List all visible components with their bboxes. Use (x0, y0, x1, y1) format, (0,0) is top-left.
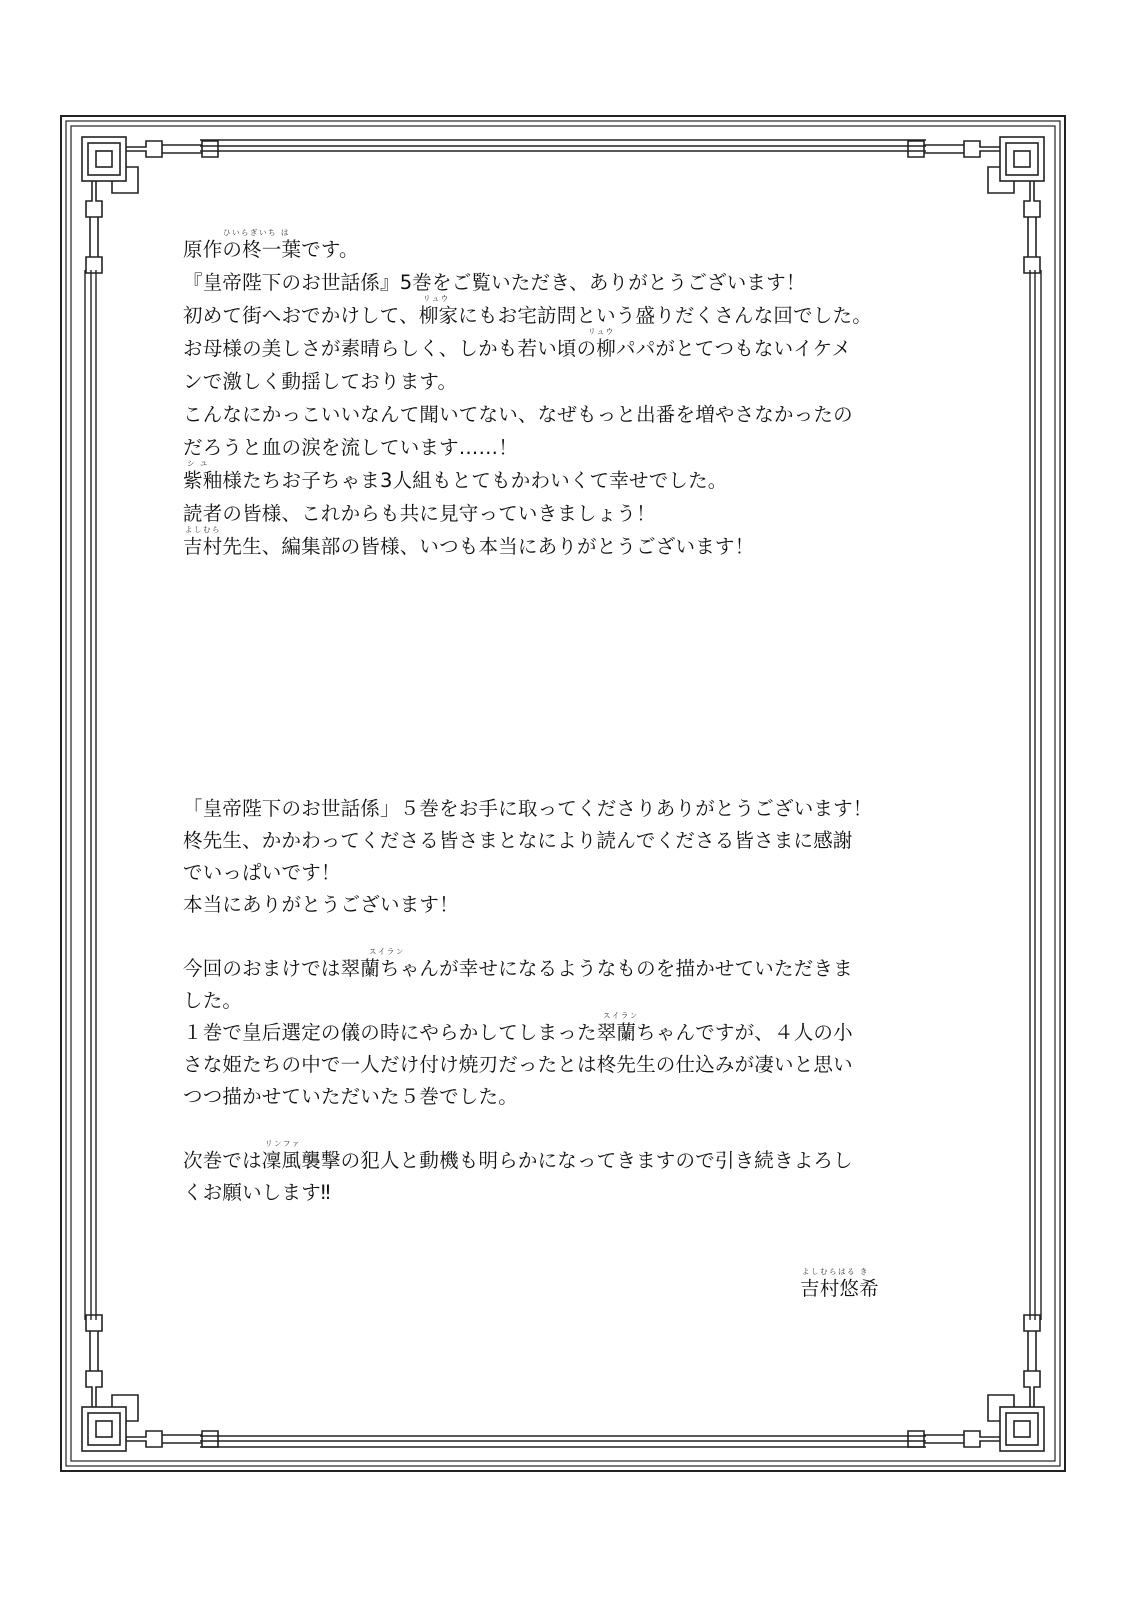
message-line: リュウ お母様の美しさが素晴らしく、しかも若い頃の柳パパがとてつもないイケメ (183, 327, 852, 360)
message-line: ひいらぎいち は 原作の柊一葉です。 (183, 228, 359, 261)
ruby: よしむら (185, 525, 221, 534)
message-line: くお願いします‼ (183, 1181, 331, 1204)
message-line: つつ描かせていただいた５巻でした。 (183, 1085, 518, 1108)
message-line: リュウ 初めて街へおでかけして、柳家にもお宅訪問という盛りだくさんな回でした。 (183, 294, 872, 327)
message-line: リンファ 次巻では凜風襲撃の犯人と動機も明らかになってきますので引き続きよろし (183, 1139, 853, 1172)
message-line: スイラン １巻で皇后選定の儀の時にやらかしてしまった翠蘭ちゃんですが、４人の小 (183, 1011, 853, 1044)
message-line: だろうと血の涙を流しています……！ (183, 436, 518, 459)
ruby: シ ユ (187, 459, 209, 468)
author-message-original (183, 228, 923, 558)
message-line (183, 926, 923, 947)
message-line: 柊先生、かかわってくださる皆さまとなにより読んでくださる皆さまに感謝 (183, 829, 853, 852)
message-line: シ ユ 紫釉様たちお子ちゃま3人組もとてもかわいくて幸せでした。 (183, 459, 728, 492)
ruby: リンファ (265, 1139, 301, 1148)
ruby: リュウ (588, 327, 615, 336)
message-line: 『皇帝陛下のお世話係』5巻をご覧いただき、ありがとうございます！ (183, 271, 806, 294)
message-line: こんなにかっこいいなんて聞いてない、なぜもっと出番を増やさなかったの (183, 403, 853, 426)
message-line: ンで激しく動揺しております。 (183, 370, 458, 393)
message-line (183, 1118, 923, 1139)
ruby: スイラン (369, 947, 405, 956)
ruby: リュウ (423, 294, 450, 303)
message-line: した。 (183, 989, 243, 1012)
message-line: よしむら 吉村先生、編集部の皆様、いつも本当にありがとうございます！ (183, 525, 755, 558)
artist-signature: よしむらはる き 吉村悠希 (800, 1267, 879, 1300)
artist-message (183, 798, 923, 1203)
message-line: 本当にありがとうございます！ (183, 893, 459, 916)
message-line: でいっぱいです！ (183, 861, 341, 884)
message-line: 読者の皆様、これからも共に見守っていきましょう！ (183, 502, 656, 525)
ruby: よしむらはる き (802, 1267, 869, 1276)
message-line: スイラン 今回のおまけでは翠蘭ちゃんが幸せになるようなものを描かせていただきま (183, 947, 853, 980)
message-line: 「皇帝陛下のお世話係」５巻をお手に取ってくださりありがとうございます！ (183, 797, 873, 820)
ruby: スイラン (603, 1011, 639, 1020)
ruby: ひいらぎいち は (223, 228, 290, 237)
message-line: さな姫たちの中で一人だけ付け焼刃だったとは柊先生の仕込みが凄いと思い (183, 1053, 853, 1076)
